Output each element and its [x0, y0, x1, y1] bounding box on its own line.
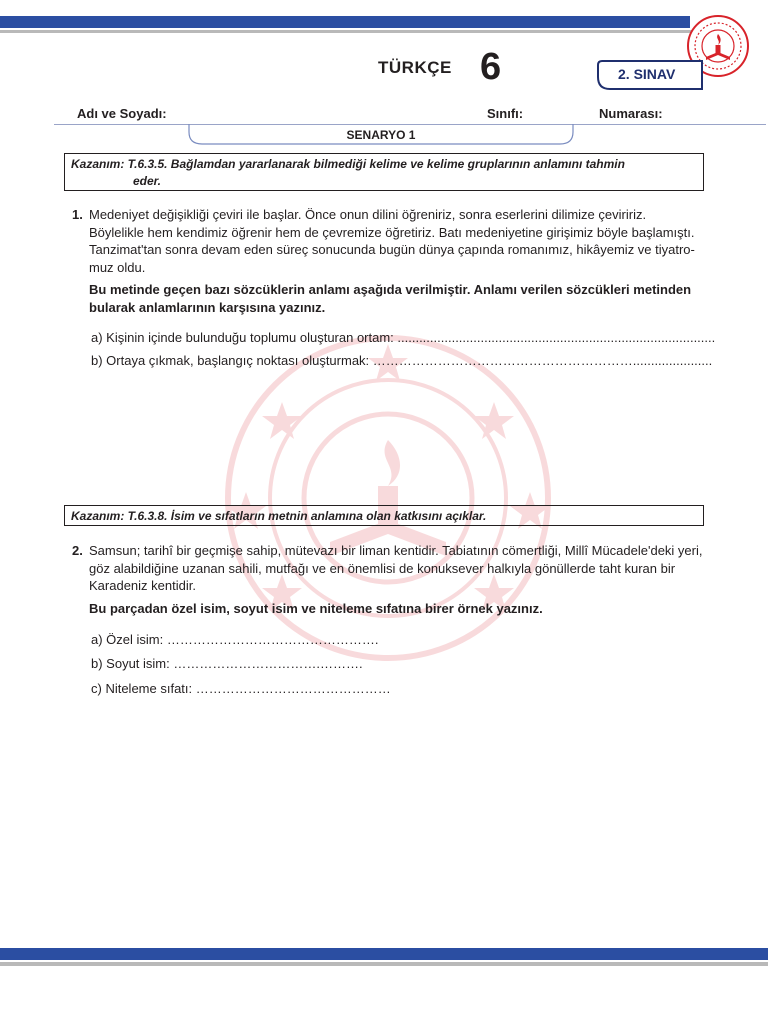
bottom-band	[0, 948, 768, 960]
name-label: Adı ve Soyadı:	[77, 106, 167, 121]
answer-line-a[interactable]: a) Özel isim: ………………………………………….	[91, 632, 379, 647]
learning-outcome-box-2	[64, 505, 704, 526]
question-text	[89, 542, 703, 595]
text-line: Böylelikle hem kendimiz öğrenir hem de çevremize öğretiriz. Batı medeniyetine girişimiz böyle başlamıştı.	[89, 224, 695, 240]
learning-outcome-text: Kazanım: T.6.3.5. Bağlamdan yararlanarak bilmediği kelime ve kelime gruplarının anlamını tahmin	[71, 157, 625, 171]
top-band-accent	[0, 30, 700, 33]
question-text	[89, 206, 695, 276]
text-line: Tanzimat'tan sonra devam eden süreç sonucunda bugün dünya çapında romanımız, hikâyemiz ve tiyatro-	[89, 242, 695, 257]
question-prompt	[89, 281, 691, 317]
exam-badge	[596, 60, 704, 90]
subject-title: TÜRKÇE	[378, 58, 452, 77]
question-prompt: Bu parçadan özel isim, soyut isim ve niteleme sıfatına birer örnek yazınız.	[89, 601, 543, 616]
question-number: 2.	[72, 543, 83, 558]
answer-line-b[interactable]: b) Ortaya çıkmak, başlangıç noktası oluşturmak: ……………………………………………………......................	[91, 353, 713, 368]
text-line: muz oldu.	[89, 259, 146, 275]
text-line: Karadeniz kentidir.	[89, 578, 196, 593]
prompt-line: bularak anlamlarının karşısına yazınız.	[89, 300, 326, 315]
text-line: Samsun; tarihî bir geçmişe sahip, mütevazı bir liman kentidir. Tabiatının cömertliği, Millî Mücadele'deki yeri,	[89, 543, 703, 558]
number-label: Numarası:	[599, 106, 663, 121]
learning-outcome-text: Kazanım: T.6.3.8. İsim ve sıfatların metnin anlamına olan katkısını açıklar.	[71, 509, 487, 523]
prompt-line: Bu metinde geçen bazı sözcüklerin anlamı aşağıda verilmiştir. Anlamı verilen sözcükleri metinden	[89, 282, 692, 297]
text-line: göz alabildiğine uzanan sahili, mutfağı ve en önemlisi de konuksever halkıyla gönüllerde taht kuran bir	[89, 560, 676, 576]
scenario-title: SENARYO 1	[346, 128, 416, 142]
class-label: Sınıfı:	[487, 106, 524, 121]
exam-label: 2. SINAV	[618, 66, 676, 82]
learning-outcome-text: eder.	[133, 174, 162, 188]
grade-number: 6	[480, 46, 502, 88]
question-number: 1.	[72, 207, 83, 222]
top-band	[0, 16, 690, 28]
learning-outcome-box-1	[64, 153, 704, 191]
text-line: Medeniyet değişikliği çeviri ile başlar. Önce onun dilini öğreniriz, sonra eserlerini dilimize çeviririz.	[89, 207, 647, 222]
bottom-band-accent	[0, 962, 768, 966]
answer-line-b[interactable]: b) Soyut isim: …………………………….……….	[91, 656, 363, 671]
answer-line-c[interactable]: c) Niteleme sıfatı: ………………………………………	[91, 681, 391, 696]
answer-line-a[interactable]: a) Kişinin içinde bulunduğu toplumu oluşturan ortam: ........................................................................................	[91, 330, 716, 345]
scenario-header	[188, 124, 574, 146]
